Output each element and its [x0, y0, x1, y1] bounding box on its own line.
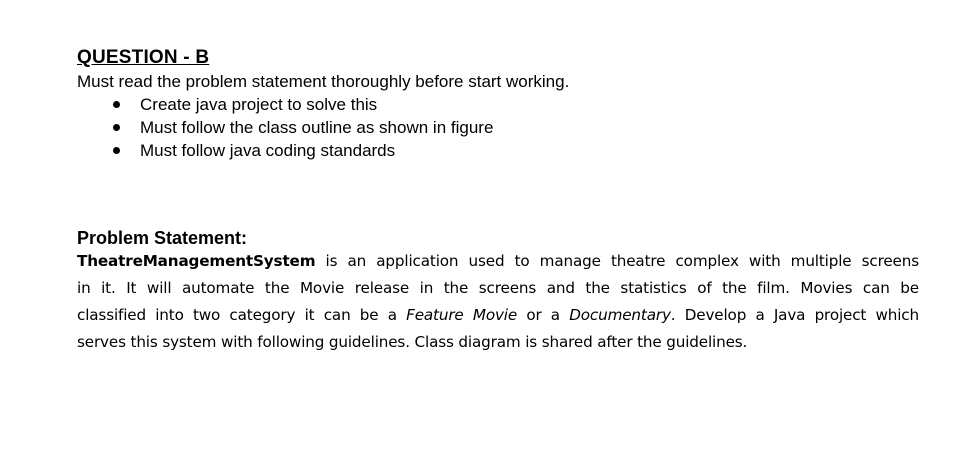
bullet-icon	[113, 124, 120, 131]
paragraph-line	[77, 302, 919, 329]
documentary-term: Documentary	[569, 306, 671, 324]
line-text: is an application used to manage theatre complex with multiple screens	[315, 252, 919, 270]
problem-statement-body	[77, 248, 919, 356]
list-item	[110, 93, 493, 116]
bullet-icon	[113, 101, 120, 108]
problem-statement-heading: Problem Statement:	[77, 228, 248, 248]
question-intro: Must read the problem statement thoroughly before start working.	[77, 72, 570, 91]
paragraph-line: in it. It will automate the Movie release in the screens and the statistics of the film. Movies can be	[77, 279, 919, 297]
instruction-list	[110, 93, 493, 162]
list-item	[110, 139, 493, 162]
question-title: QUESTION - B	[77, 47, 210, 68]
system-name: TheatreManagementSystem	[77, 252, 316, 270]
list-item	[110, 116, 493, 139]
feature-movie-term: Feature Movie	[406, 306, 518, 324]
list-item-text: Create java project to solve this	[140, 95, 378, 114]
bullet-icon	[113, 147, 120, 154]
paragraph-line: serves this system with following guidelines. Class diagram is shared after the guidelines.	[77, 333, 748, 351]
paragraph-line	[77, 248, 919, 275]
line-text: . Develop a Java project which	[670, 306, 919, 324]
line-text: classified into two category it can be a	[77, 306, 407, 324]
line-text: or a	[517, 306, 570, 324]
list-item-text: Must follow java coding standards	[140, 141, 396, 160]
list-item-text: Must follow the class outline as shown in figure	[140, 118, 494, 137]
